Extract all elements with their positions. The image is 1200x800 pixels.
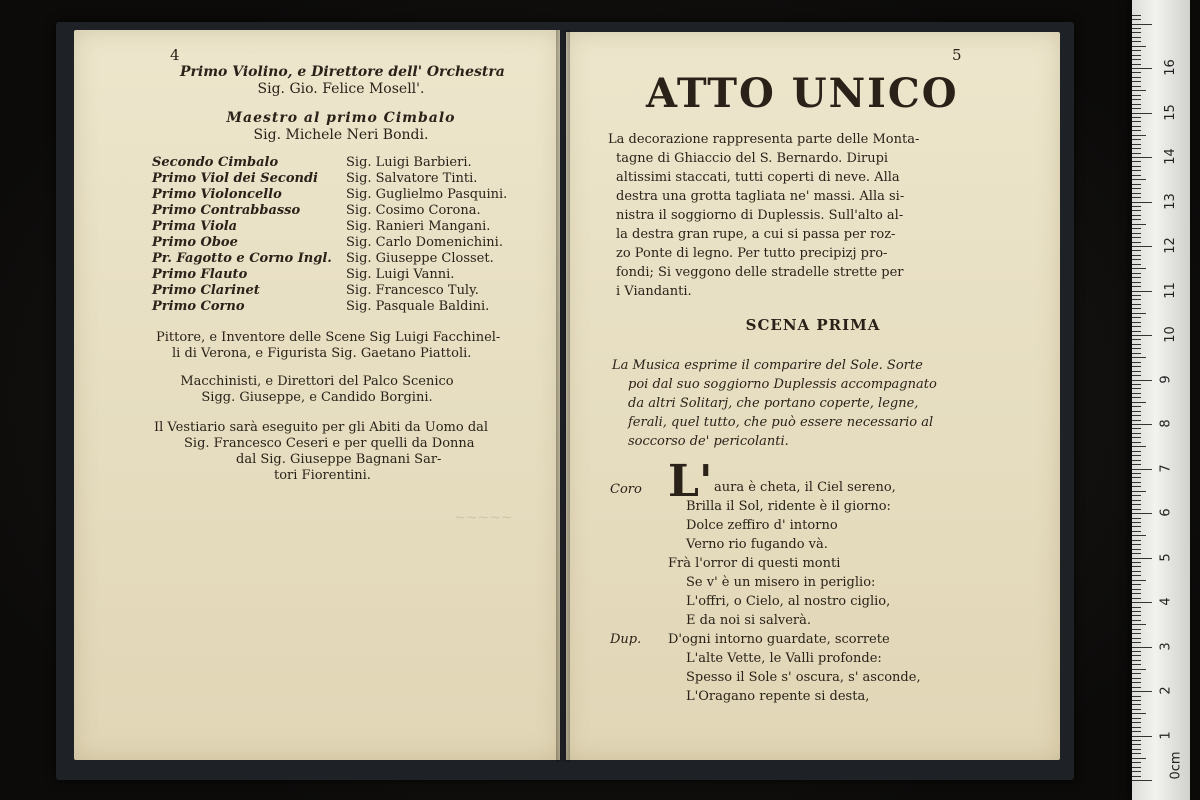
ruler-tick [1132, 175, 1141, 176]
header-person-1: Sig. Gio. Felice Mosell'. [257, 81, 425, 97]
verse-line: E da noi si salverà. [686, 613, 811, 628]
ruler-tick [1132, 273, 1141, 274]
description-line: tagne di Ghiaccio del S. Bernardo. Dirupi [616, 151, 889, 166]
description-line: nistra il soggiorno di Duplessis. Sull'alto al- [616, 208, 904, 223]
ruler-tick [1132, 215, 1141, 216]
orchestra-name: Sig. Salvatore Tinti. [346, 171, 478, 186]
ruler-tick [1132, 718, 1141, 719]
ruler-number: 15 [1162, 103, 1178, 121]
ruler-tick [1132, 228, 1141, 229]
right-page [566, 32, 1060, 760]
ruler-tick [1132, 713, 1146, 714]
header-person-2: Sig. Michele Neri Bondi. [253, 127, 429, 143]
ruler-tick [1132, 424, 1152, 425]
ruler-tick [1132, 780, 1152, 781]
direction-line: La Musica esprime il comparire del Sole. Sorte [612, 358, 923, 373]
ruler-tick [1132, 762, 1141, 763]
ruler-number: 16 [1162, 59, 1178, 76]
ruler-tick [1132, 95, 1141, 96]
ruler-number: 7 [1158, 463, 1174, 473]
ruler-tick [1132, 696, 1141, 697]
ruler-unit-label: 0cm [1168, 751, 1184, 780]
ruler-tick [1132, 477, 1141, 478]
orchestra-name: Sig. Guglielmo Pasquini. [346, 187, 508, 202]
description-line: altissimi staccati, tutti coperti di neve. Alla [616, 170, 900, 185]
ruler-tick [1132, 460, 1141, 461]
orchestra-role: Pr. Fagotto e Corno Ingl. [152, 251, 332, 266]
orchestra-role: Secondo Cimbalo [152, 155, 279, 170]
ruler-tick [1132, 326, 1141, 327]
ruler-tick [1132, 188, 1141, 189]
ruler-tick [1132, 304, 1141, 305]
ruler-tick [1132, 246, 1152, 247]
ruler-number: 12 [1162, 237, 1178, 254]
ruler-tick [1132, 428, 1141, 429]
ruler-tick [1132, 397, 1141, 398]
ruler-tick [1132, 415, 1141, 416]
book-gutter [556, 30, 570, 762]
costume-line: Sig. Francesco Ceseri e per quelli da Donna [184, 436, 475, 451]
ruler-number: 8 [1158, 419, 1174, 428]
ruler-tick [1132, 219, 1141, 220]
ruler-tick [1132, 598, 1141, 599]
ruler-tick [1132, 482, 1141, 483]
ruler-tick [1132, 473, 1141, 474]
ruler-tick [1132, 571, 1141, 572]
verse-line: Se v' è un misero in periglio: [686, 575, 876, 590]
ruler-tick [1132, 504, 1141, 505]
ruler-tick [1132, 291, 1152, 292]
ruler-tick [1132, 24, 1152, 25]
ruler-tick [1132, 771, 1141, 772]
ruler-tick [1132, 660, 1141, 661]
ruler-tick [1132, 495, 1141, 496]
ruler-tick [1132, 32, 1141, 33]
ruler-tick [1132, 420, 1141, 421]
ruler-tick [1132, 286, 1141, 287]
ruler-tick [1132, 664, 1141, 665]
verse-line: Dolce zeffiro d' intorno [686, 518, 838, 533]
ruler-tick [1132, 55, 1141, 56]
ruler-tick [1132, 250, 1141, 251]
ruler-tick [1132, 268, 1146, 269]
ruler-tick [1132, 549, 1141, 550]
orchestra-role: Prima Viola [152, 219, 238, 234]
ruler-number: 3 [1158, 641, 1174, 651]
verse-line: Verno rio fugando và. [686, 537, 828, 552]
ruler-tick [1132, 375, 1141, 376]
ruler-tick [1132, 282, 1141, 283]
page-number: 5 [952, 46, 962, 64]
ruler-tick [1132, 37, 1141, 38]
ruler-tick [1132, 259, 1141, 260]
ruler-tick [1132, 535, 1146, 536]
ruler-number: 1 [1158, 730, 1174, 740]
ruler-tick [1132, 380, 1152, 381]
painter-line: li di Verona, e Figurista Sig. Gaetano Piattoli. [172, 346, 472, 361]
ruler-tick [1132, 451, 1141, 452]
orchestra-name: Sig. Cosimo Corona. [346, 203, 481, 218]
direction-line: da altri Solitarj, che portano coperte, legne, [628, 396, 919, 411]
ruler-tick [1132, 104, 1141, 105]
ruler-tick [1132, 184, 1141, 185]
ruler-tick [1132, 589, 1141, 590]
speaker-coro: Coro [610, 482, 642, 497]
ruler-tick [1132, 81, 1141, 82]
costume-line: tori Fiorentini. [274, 468, 371, 483]
ruler-tick [1132, 753, 1141, 754]
ruler-tick [1132, 233, 1141, 234]
orchestra-role: Primo Viol dei Secondi [152, 171, 318, 186]
ruler-tick [1132, 295, 1141, 296]
ruler-tick [1132, 678, 1141, 679]
ruler-tick [1132, 317, 1141, 318]
speaker-dup: Dup. [610, 632, 642, 647]
measuring-ruler [1132, 0, 1190, 800]
ruler-tick [1132, 731, 1141, 732]
ruler-tick [1132, 126, 1141, 127]
ruler-tick [1132, 633, 1141, 634]
ruler-tick [1132, 46, 1146, 47]
ruler-tick [1132, 562, 1141, 563]
ruler-tick [1132, 455, 1141, 456]
ruler-tick [1132, 602, 1152, 603]
ruler-tick [1132, 518, 1141, 519]
ruler-tick [1132, 121, 1141, 122]
ruler-tick [1132, 362, 1141, 363]
orchestra-role: Primo Flauto [152, 267, 248, 282]
costume-line: Il Vestiario sarà eseguito per gli Abiti da Uomo dal [154, 420, 489, 435]
ruler-tick [1132, 59, 1141, 60]
ruler-tick [1132, 348, 1141, 349]
ruler-tick [1132, 264, 1141, 265]
ruler-tick [1132, 308, 1141, 309]
costume-line: dal Sig. Giuseppe Bagnani Sar- [236, 452, 442, 467]
orchestra-name: Sig. Luigi Vanni. [346, 267, 455, 282]
act-title: ATTO UNICO [646, 70, 959, 117]
ruler-tick [1132, 682, 1141, 683]
description-line: zo Ponte di legno. Per tutto precipizj pro- [616, 246, 888, 261]
ruler-tick [1132, 700, 1141, 701]
drop-cap: L' [668, 456, 713, 507]
ruler-tick [1132, 237, 1141, 238]
painter-line: Pittore, e Inventore delle Scene Sig Luigi Facchinel- [156, 330, 501, 345]
ruler-tick [1132, 90, 1146, 91]
ruler-tick [1132, 411, 1141, 412]
ruler-tick [1132, 526, 1141, 527]
ruler-tick [1132, 531, 1141, 532]
ruler-number: 13 [1162, 192, 1178, 210]
description-line: i Viandanti. [616, 284, 692, 299]
orchestra-role: Primo Contrabbasso [152, 203, 301, 218]
ruler-tick [1132, 148, 1141, 149]
ruler-tick [1132, 277, 1141, 278]
orchestra-role: Primo Clarinet [152, 283, 260, 298]
ruler-tick [1132, 620, 1141, 621]
ruler-tick [1132, 366, 1141, 367]
ruler-tick [1132, 558, 1152, 559]
ruler-tick [1132, 647, 1152, 648]
verse-line: Spesso il Sole s' oscura, s' asconde, [686, 670, 921, 685]
machinist-line: Sigg. Giuseppe, e Candido Borgini. [201, 390, 433, 405]
ruler-tick [1132, 28, 1141, 29]
left-page [74, 30, 560, 760]
ruler-tick [1132, 727, 1141, 728]
orchestra-name: Sig. Carlo Domenichini. [346, 235, 503, 250]
verse-line: L'Oragano repente si desta, [686, 689, 870, 704]
page-number: 4 [170, 46, 180, 64]
ruler-tick [1132, 193, 1141, 194]
ruler-tick [1132, 210, 1141, 211]
ruler-tick [1132, 566, 1141, 567]
ruler-tick [1132, 86, 1141, 87]
machinist-line: Macchinisti, e Direttori del Palco Scenico [180, 374, 454, 389]
ruler-tick [1132, 687, 1141, 688]
ruler-tick [1132, 41, 1141, 42]
verse-line: L'offri, o Cielo, al nostro ciglio, [686, 594, 891, 609]
ruler-tick [1132, 166, 1141, 167]
ruler-tick [1132, 139, 1141, 140]
ruler-tick [1132, 179, 1146, 180]
ruler-tick [1132, 50, 1141, 51]
ruler-tick [1132, 584, 1141, 585]
verse-line: D'ogni intorno guardate, scorrete [668, 632, 890, 647]
orchestra-role: Primo Violoncello [152, 187, 282, 202]
ruler-tick [1132, 615, 1141, 616]
ruler-tick [1132, 437, 1141, 438]
ruler-tick [1132, 406, 1141, 407]
header-role-2: Maestro al primo Cimbalo [226, 110, 456, 126]
description-line: fondi; Si veggono delle stradelle strette per [616, 265, 904, 280]
ruler-tick [1132, 673, 1141, 674]
ruler-number: 4 [1158, 597, 1174, 606]
ruler-tick [1132, 313, 1146, 314]
ruler-tick [1132, 651, 1141, 652]
verse-line: aura è cheta, il Ciel sereno, [714, 480, 896, 495]
ruler-tick [1132, 161, 1141, 162]
ruler-tick [1132, 64, 1141, 65]
ruler-tick [1132, 553, 1141, 554]
ruler-tick [1132, 224, 1146, 225]
ruler-tick [1132, 758, 1146, 759]
ruler-tick [1132, 486, 1141, 487]
ruler-tick [1132, 170, 1141, 171]
direction-line: ferali, quel tutto, che può essere necessario al [628, 415, 934, 430]
header-role-1: Primo Violino, e Direttore dell' Orchestra [180, 64, 505, 80]
ruler-tick [1132, 206, 1141, 207]
ruler-tick [1132, 144, 1141, 145]
scene-heading: SCENA PRIMA [745, 316, 881, 334]
ruler-tick [1132, 339, 1141, 340]
ruler-number: 14 [1162, 148, 1178, 165]
ruler-tick [1132, 19, 1141, 20]
bleed-through-text: ~~~~~ [454, 510, 513, 526]
ruler-tick [1132, 77, 1141, 78]
ruler-tick [1132, 593, 1141, 594]
ruler-tick [1132, 202, 1152, 203]
ruler-tick [1132, 299, 1141, 300]
description-line: destra una grotta tagliata ne' massi. Alla si- [616, 189, 905, 204]
ruler-tick [1132, 642, 1141, 643]
orchestra-name: Sig. Francesco Tuly. [346, 283, 479, 298]
orchestra-name: Sig. Luigi Barbieri. [346, 155, 472, 170]
orchestra-role: Primo Oboe [152, 235, 238, 250]
ruler-tick [1132, 624, 1146, 625]
ruler-tick [1132, 130, 1141, 131]
orchestra-name: Sig. Giuseppe Closset. [346, 251, 494, 266]
description-line: la destra gran rupe, a cui si passa per roz- [616, 227, 896, 242]
ruler-tick [1132, 513, 1152, 514]
ruler-tick [1132, 736, 1152, 737]
ruler-tick [1132, 580, 1146, 581]
ruler-tick [1132, 442, 1141, 443]
ruler-tick [1132, 108, 1141, 109]
ruler-tick [1132, 629, 1141, 630]
ruler-tick [1132, 371, 1141, 372]
ruler-tick [1132, 446, 1146, 447]
ruler-tick [1132, 117, 1141, 118]
ruler-tick [1132, 72, 1141, 73]
verse-line: L'alte Vette, le Valli profonde: [686, 651, 882, 666]
ruler-tick [1132, 402, 1146, 403]
ruler-tick [1132, 709, 1141, 710]
ruler-number: 2 [1158, 686, 1174, 695]
ruler-tick [1132, 384, 1141, 385]
ruler-number: 5 [1158, 552, 1174, 562]
ruler-tick [1132, 744, 1141, 745]
ruler-tick [1132, 691, 1152, 692]
ruler-tick [1132, 638, 1141, 639]
ruler-tick [1132, 357, 1146, 358]
ruler-tick [1132, 113, 1152, 114]
ruler-tick [1132, 15, 1141, 16]
ruler-tick [1132, 197, 1141, 198]
ruler-tick [1132, 464, 1141, 465]
direction-line: soccorso de' pericolanti. [628, 434, 789, 449]
ruler-tick [1132, 469, 1152, 470]
ruler-tick [1132, 331, 1141, 332]
ruler-tick [1132, 544, 1141, 545]
ruler-tick [1132, 607, 1141, 608]
ruler-tick [1132, 611, 1141, 612]
ruler-number: 6 [1158, 508, 1174, 517]
ruler-tick [1132, 157, 1152, 158]
ruler-tick [1132, 575, 1141, 576]
ruler-tick [1132, 335, 1152, 336]
ruler-tick [1132, 433, 1141, 434]
ruler-tick [1132, 749, 1141, 750]
ruler-number: 11 [1162, 281, 1178, 299]
orchestra-name: Sig. Ranieri Mangani. [346, 219, 491, 234]
verse-line: Brilla il Sol, ridente è il giorno: [686, 499, 891, 514]
ruler-tick [1132, 740, 1141, 741]
ruler-tick [1132, 135, 1146, 136]
ruler-tick [1132, 153, 1141, 154]
orchestra-role: Primo Corno [152, 299, 245, 314]
ruler-tick [1132, 68, 1152, 69]
ruler-tick [1132, 500, 1141, 501]
ruler-tick [1132, 242, 1141, 243]
ruler-tick [1132, 491, 1146, 492]
ruler-tick [1132, 322, 1141, 323]
verse-line: Frà l'orror di questi monti [668, 556, 841, 571]
ruler-tick [1132, 388, 1141, 389]
orchestra-name: Sig. Pasquale Baldini. [346, 299, 490, 314]
ruler-tick [1132, 353, 1141, 354]
ruler-tick [1132, 99, 1141, 100]
ruler-tick [1132, 767, 1141, 768]
ruler-number: 10 [1162, 326, 1178, 343]
ruler-tick [1132, 255, 1141, 256]
ruler-tick [1132, 509, 1141, 510]
ruler-tick [1132, 540, 1141, 541]
ruler-number: 9 [1158, 374, 1174, 384]
ruler-tick [1132, 655, 1141, 656]
ruler-tick [1132, 704, 1141, 705]
ruler-tick [1132, 722, 1141, 723]
ruler-tick [1132, 344, 1141, 345]
ruler-tick [1132, 522, 1141, 523]
description-line: La decorazione rappresenta parte delle Monta- [608, 132, 920, 147]
ruler-tick [1132, 393, 1141, 394]
ruler-tick [1132, 776, 1141, 777]
direction-line: poi dal suo soggiorno Duplessis accompagnato [628, 377, 937, 392]
ruler-tick [1132, 669, 1146, 670]
